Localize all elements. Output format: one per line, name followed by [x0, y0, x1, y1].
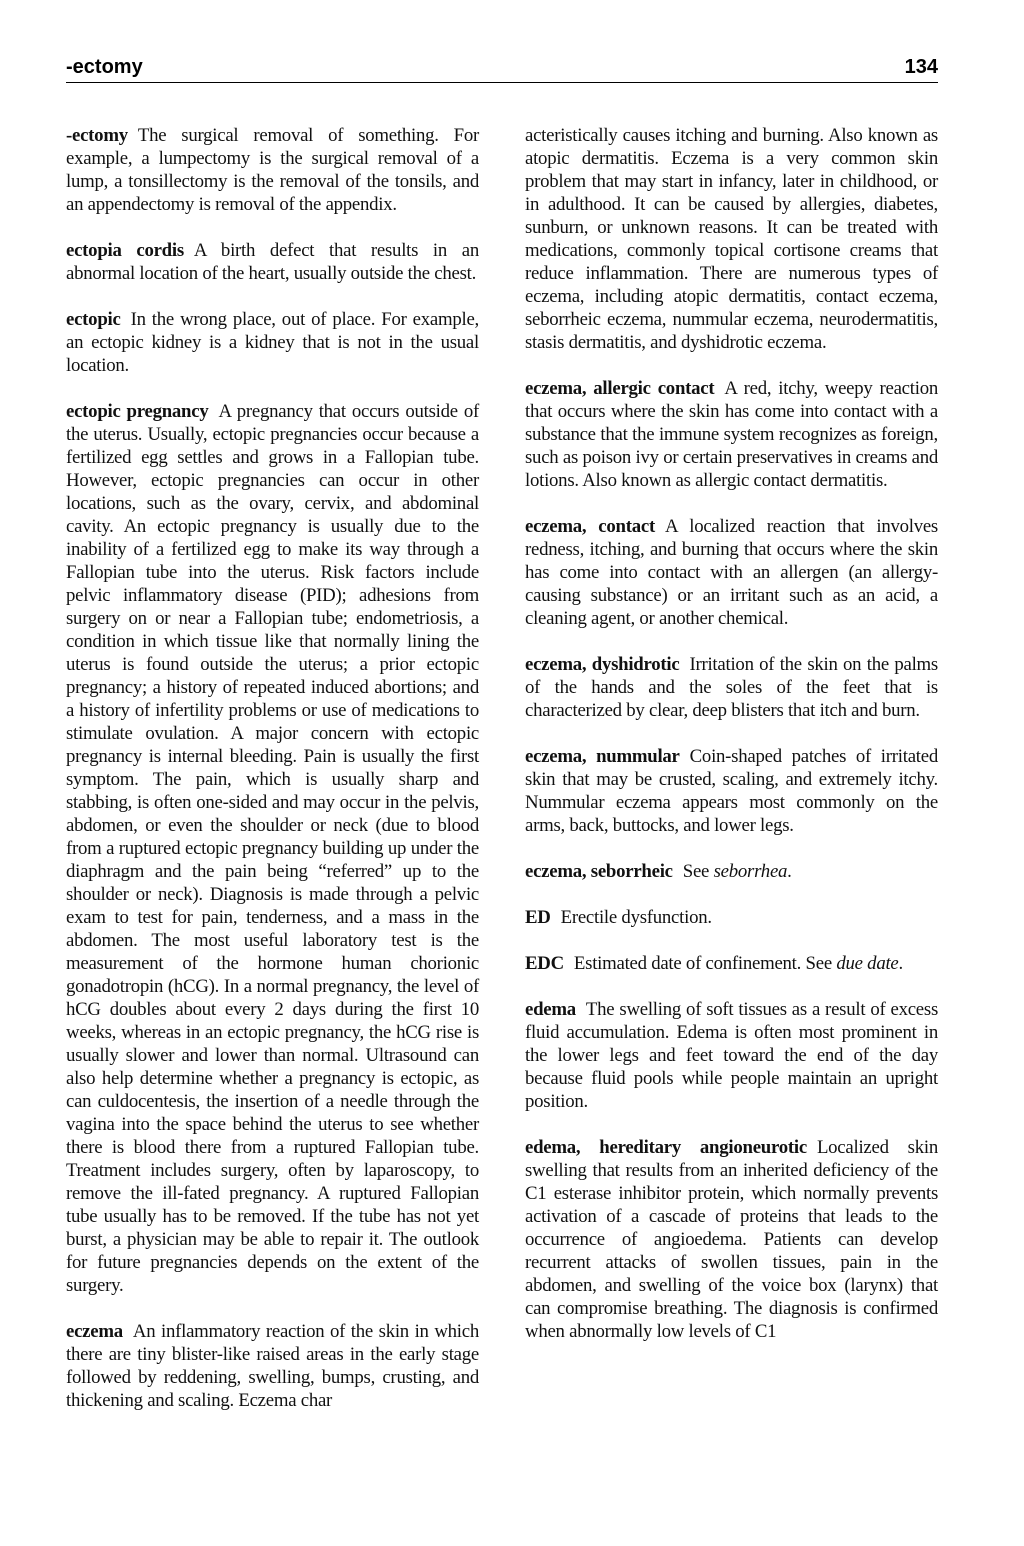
entry-ectopic — [66, 308, 479, 377]
entry-eczema-seborrheic — [525, 860, 938, 883]
entry-edema — [525, 998, 938, 1113]
entry-definition: The surgical removal of something. For example, a lumpectomy is the surgical removal of a lump, a tonsillectomy is the removal of the tonsils, and an appendectomy is removal of the appendix. — [66, 125, 479, 215]
entry-definition: A localized reaction that involves redness, itching, and burning that occurs where the skin has come into contact with an allergen (an allergy-causing substance) or an irritant such as an acid, a cleaning agent, or another chemical. — [525, 516, 938, 629]
entry-definition: The swelling of soft tissues as a result of excess fluid accumulation. Edema is often most prominent in the lower legs and feet toward the end of the day because fluid pools while people maintain an upright position. — [525, 999, 938, 1112]
entry-punctuation: . — [787, 861, 792, 882]
entry-definition: A red, itchy, weepy reaction that occurs where the skin has come into contact with a substance that the immune system recognizes as foreign, such as poison ivy or certain preservatives in creams and lotions. Also known as allergic contact dermatitis. — [525, 378, 938, 491]
entry-ed — [525, 906, 938, 929]
entry-ectopic-pregnancy — [66, 400, 479, 1297]
entry-edema-hereditary-angioneurotic — [525, 1136, 938, 1343]
entry-term: eczema — [66, 1321, 123, 1342]
entry-term: EDC — [525, 953, 564, 974]
entry-definition: See — [682, 861, 710, 882]
entry-term: eczema, seborrheic — [525, 861, 673, 882]
entry-punctuation: . — [898, 953, 903, 974]
entry-eczema-dyshidrotic — [525, 653, 938, 722]
entry-definition: Localized skin swelling that results from an inherited deficiency of the C1 esterase inhibitor protein, which normally prevents activation of a cascade of proteins that leads to the occurrence of angioedema. Patients can develop recurrent attacks of swollen tissues, pain in the abdomen, and swelling of the voice box (larynx) that can compromise breathing. The diagnosis is confirmed when abnormally low levels of C1 — [525, 1137, 938, 1342]
entry-term: eczema, contact — [525, 516, 655, 537]
entry-eczema-continued — [525, 124, 938, 354]
entry-term: edema, hereditary angioneurotic — [525, 1137, 807, 1158]
cross-reference: seborrhea — [713, 861, 788, 882]
entry-term: eczema, allergic contact — [525, 378, 715, 399]
entry-definition: Coin-shaped patches of irritated skin that may be crusted, scaling, and extremely itchy. Nummular eczema appears most commonly on the arms, back, buttocks, and lower legs. — [525, 746, 938, 836]
right-column — [525, 124, 938, 1366]
entry-eczema-allergic-contact — [525, 377, 938, 492]
entry-definition: acteristically causes itching and burning. Also known as atopic dermatitis. Eczema is a very common skin problem that may start in infancy, later in childhood, or in adulthood. It can be caused by allergies, diabetes, sunburn, or unknown reasons. It can be treated with medications, commonly topical cortisone creams that reduce inflammation. There are numerous types of eczema, including atopic dermatitis, contact eczema, seborrheic eczema, nummular eczema, neurodermatitis, stasis dermatitis, and dyshidrotic eczema. — [525, 125, 938, 353]
left-column — [66, 124, 479, 1435]
entry-eczema-nummular — [525, 745, 938, 837]
entry-definition: Irritation of the skin on the palms of the hands and the soles of the feet that is characterized by clear, deep blisters that itch and burn. — [525, 654, 938, 721]
entry-term: ectopic — [66, 309, 121, 330]
entry-ectomy — [66, 124, 479, 216]
entry-term: ectopic pregnancy — [66, 401, 209, 422]
guide-word: -ectomy — [66, 56, 143, 78]
entry-definition: In the wrong place, out of place. For example, an ectopic kidney is a kidney that is not in the usual location. — [66, 309, 479, 376]
entry-term: edema — [525, 999, 576, 1020]
entry-term: ectopia cordis — [66, 240, 184, 261]
entry-term: ED — [525, 907, 551, 928]
entry-term: eczema, nummular — [525, 746, 680, 767]
entry-edc — [525, 952, 938, 975]
entry-definition: Estimated date of confinement. See — [573, 953, 832, 974]
page-number: 134 — [904, 56, 938, 78]
entry-term: eczema, dyshidrotic — [525, 654, 680, 675]
running-head — [66, 56, 938, 83]
entry-definition: An inflammatory reaction of the skin in which there are tiny blister-like raised areas in the early stage followed by reddening, swelling, bumps, crusting, and thickening and scaling. Eczema char — [66, 1321, 479, 1411]
cross-reference: due date — [836, 953, 899, 974]
entry-definition: A birth defect that results in an abnormal location of the heart, usually outside the chest. — [66, 240, 479, 284]
entry-eczema — [66, 1320, 479, 1412]
entry-eczema-contact — [525, 515, 938, 630]
entry-definition: A pregnancy that occurs outside of the uterus. Usually, ectopic pregnancies occur because a fertilized egg settles and grows in a Fallopian tube. However, ectopic pregnancies can occur in other locations, such as the ovary, cervix, and abdominal cavity. An ectopic pregnancy is usually due to the inability of a fertilized egg to make its way through a Fallopian tube into the uterus. Risk factors include pelvic inflammatory disease (PID); adhesions from surgery on or near a Fallopian tube; endometriosis, a condition in which tissue like that normally lining the uterus is found outside the uterus; a prior ectopic pregnancy; a history of repeated induced abortions; and a history of infertility problems or use of medications to stimulate ovulation. A major concern with ectopic pregnancy is internal bleeding. Pain is usually the first symptom. The pain, which is usually sharp and stabbing, is often one-sided and may occur in the pelvis, abdomen, or even the shoulder or neck (due to blood from a ruptured ectopic pregnancy building up under the diaphragm and the pain being “referred” up to the shoulder or neck). Diagnosis is made through a pelvic exam to test for pain, tenderness, and a mass in the abdomen. The most useful laboratory test is the measurement of the hormone human chorionic gonadotropin (hCG). In a normal pregnancy, the level of hCG doubles about every 2 days during the first 10 weeks, whereas in an ectopic pregnancy, the hCG rise is usually slower and lower than normal. Ultrasound can also help determine whether a pregnancy is ectopic, as can culdocentesis, the insertion of a needle through the vagina into the space behind the uterus to see whether there is blood there from a ruptured Fallopian tube. Treatment includes surgery, often by laparoscopy, to remove the ill-fated pregnancy. A ruptured Fallopian tube usually has to be removed. If the tube has not yet burst, a physician may be able to repair it. The outlook for future pregnancies depends on the extent of the surgery. — [66, 401, 479, 1296]
entry-ectopia-cordis — [66, 239, 479, 285]
entry-definition: Erectile dysfunction. — [560, 907, 712, 928]
entry-term: -ectomy — [66, 125, 128, 146]
